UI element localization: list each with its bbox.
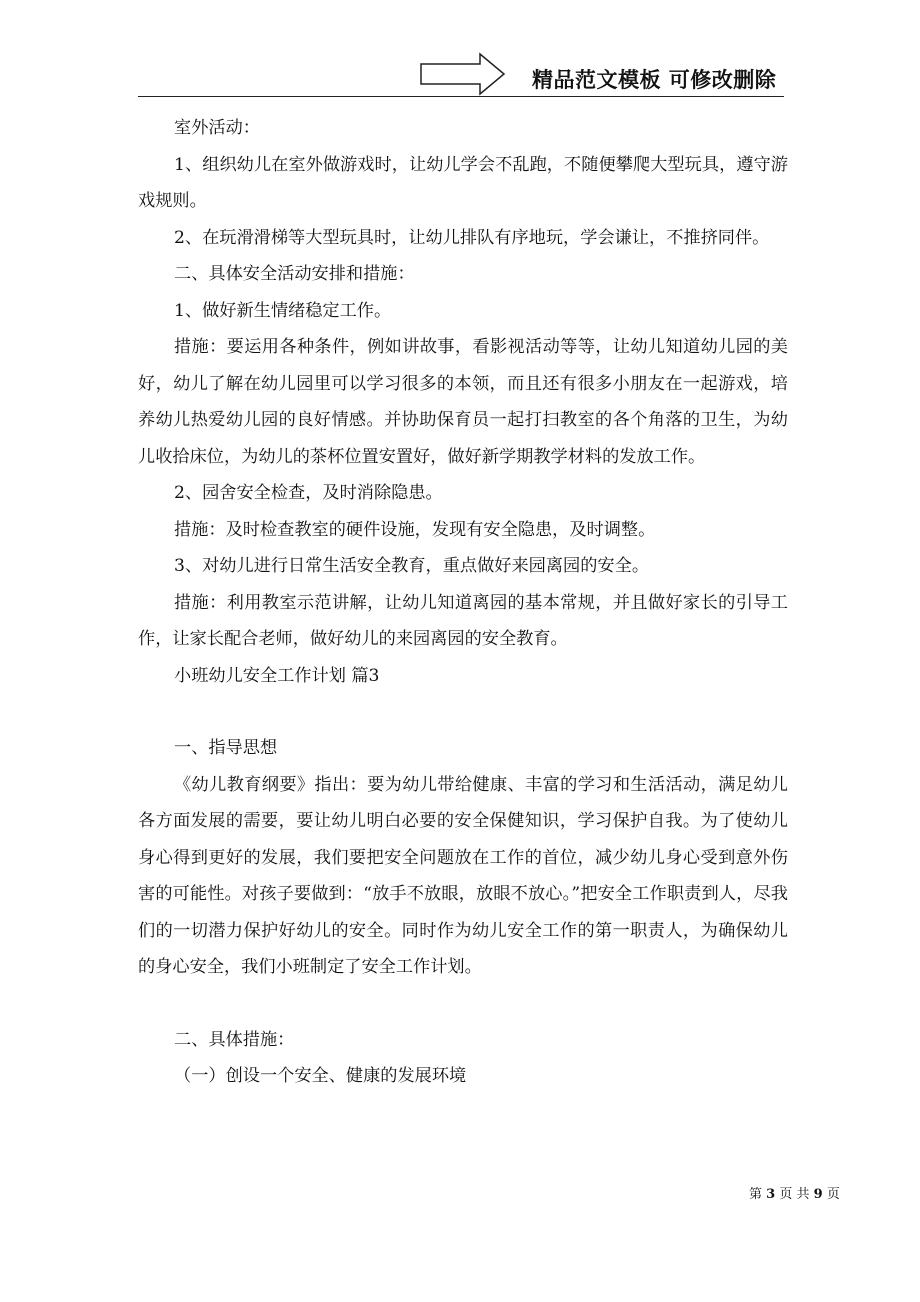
current-page: 3 — [766, 1187, 776, 1202]
header-divider — [138, 96, 784, 97]
paragraph: 2、园舍安全检查，及时消除隐患。 — [174, 483, 443, 503]
page-prefix: 第 — [749, 1187, 763, 1202]
paragraph: 1、组织幼儿在室外做游戏时，让幼儿学会不乱跑，不随便攀爬大型玩具，遵守游戏规则。 — [138, 154, 788, 211]
section-heading: 二、具体措施： — [174, 1029, 295, 1050]
article-title: 小班幼儿安全工作计划 篇3 — [174, 665, 380, 686]
paragraph: 3、对幼儿进行日常生活安全教育，重点做好来园离园的安全。 — [174, 556, 650, 576]
section-heading: 一、指导思想 — [174, 738, 278, 758]
page-suffix: 页 — [826, 1187, 840, 1202]
paragraph: 《幼儿教育纲要》指出：要为幼儿带给健康、丰富的学习和生活活动，满足幼儿各方面发展的需要，要让幼儿明白必要的安全保健知识，学习保护自我。为了使幼儿身心得到更好的发展，我们要把安全问题放在工作的首位，减少幼儿身心受到意外伤害的可能性。对孩子要做到：“放手不放眼，放眼不放心。”把安全工作职责到人，尽我们的一切潜力保护好幼儿的安全。同时作为幼儿安全工作的第一职责人，为确保幼儿的身心安全，我们小班制定了安全工作计划。 — [138, 774, 788, 977]
paragraph: 室外活动： — [174, 118, 260, 138]
page-mid: 页 共 — [779, 1187, 810, 1202]
arrow-icon — [420, 52, 506, 100]
paragraph: 措施：及时检查教室的硬件设施，发现有安全隐患，及时调整。 — [174, 519, 656, 540]
paragraph: 措施：利用教室示范讲解，让幼儿知道离园的基本常规，并且做好家长的引导工作，让家长配合老师，做好幼儿的来园离园的安全教育。 — [138, 592, 788, 649]
document-body — [138, 110, 788, 1095]
header-title: 精品范文模板 可修改删除 — [532, 68, 777, 92]
total-pages: 9 — [813, 1187, 823, 1202]
paragraph: 2、在玩滑滑梯等大型玩具时，让幼儿排队有序地玩，学会谦让，不推挤同伴。 — [174, 227, 770, 248]
page-number — [749, 1183, 840, 1202]
paragraph: 1、做好新生情绪稳定工作。 — [174, 300, 392, 321]
section-heading: 二、具体安全活动安排和措施： — [174, 264, 415, 284]
paragraph: 措施：要运用各种条件，例如讲故事，看影视活动等等，让幼儿知道幼儿园的美好，幼儿了解在幼儿园里可以学习很多的本领，而且还有很多小朋友在一起游戏，培养幼儿热爱幼儿园的良好情感。并协助保育员一起打扫教室的各个角落的卫生，为幼儿收拾床位，为幼儿的茶杯位置安置好，做好新学期教学材料的发放工作。 — [138, 337, 788, 467]
blank-line — [138, 986, 788, 1022]
paragraph: （一）创设一个安全、健康的发展环境 — [174, 1066, 467, 1086]
blank-line — [138, 694, 788, 730]
